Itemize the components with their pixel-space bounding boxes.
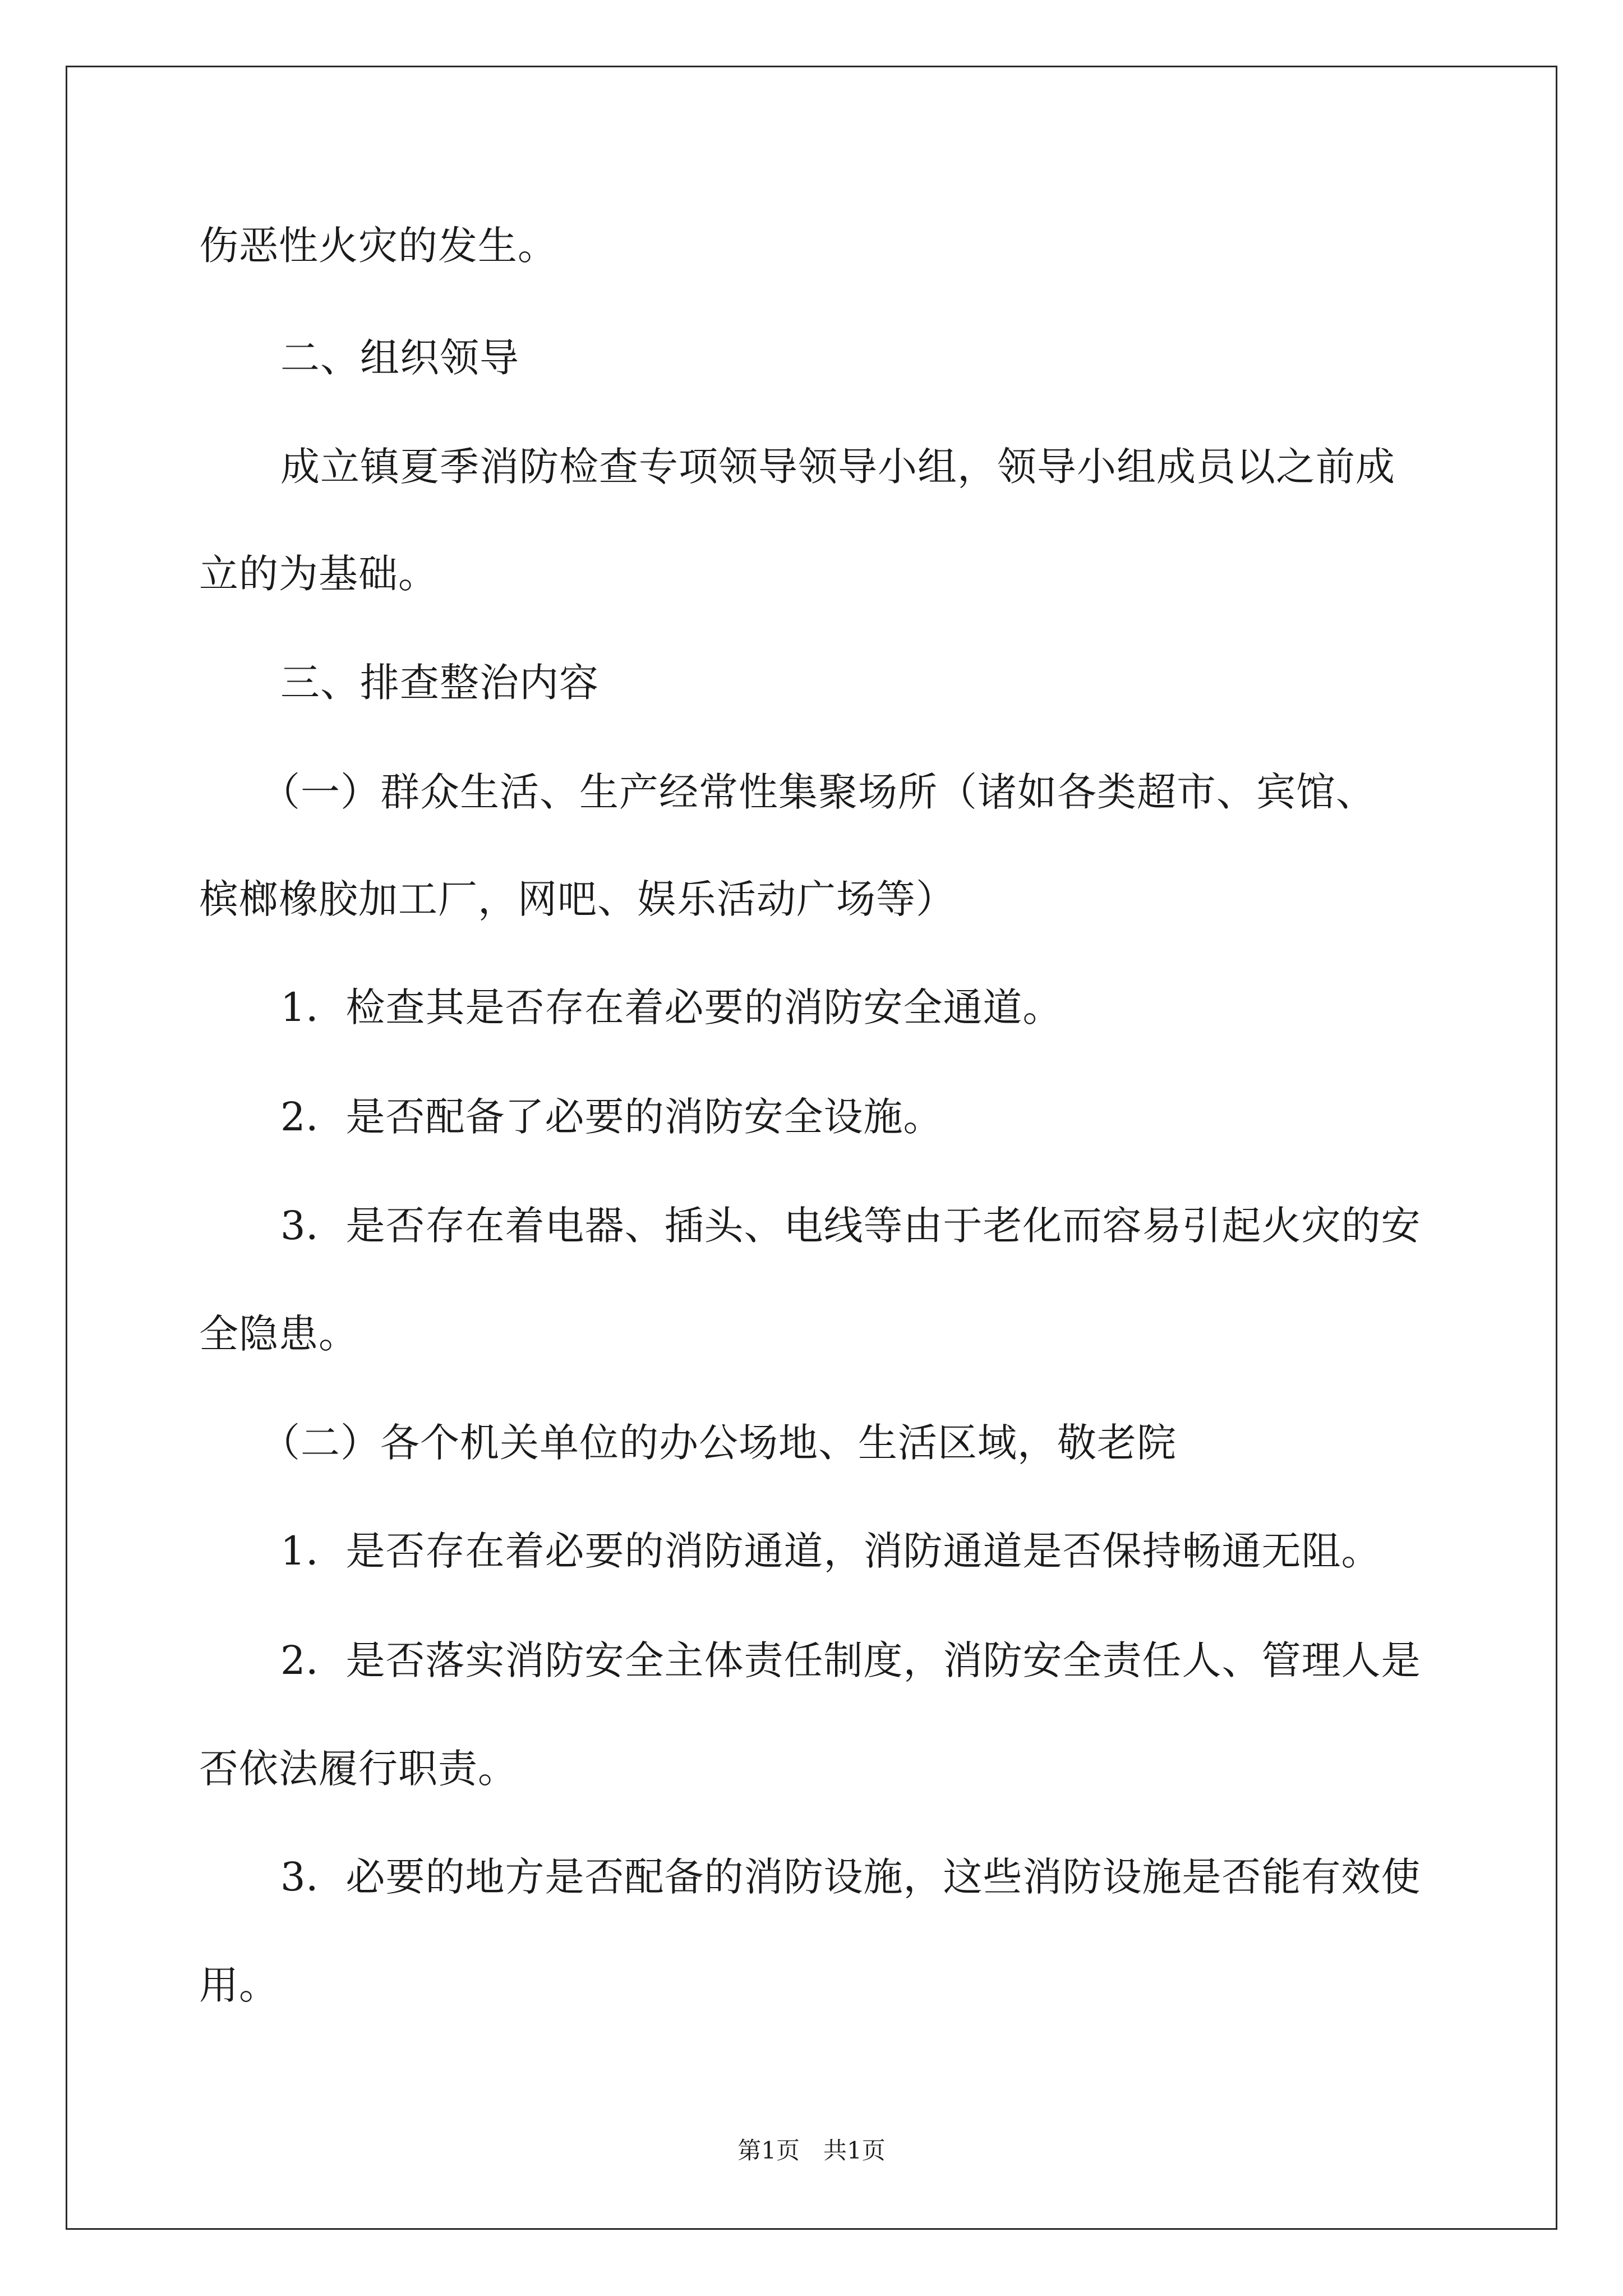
body-line-15: 否依法履行职责。 xyxy=(199,1746,518,1792)
list-item-2-2: 2．是否落实消防安全主体责任制度，消防安全责任人、管理人是 xyxy=(280,1637,1421,1683)
page-border xyxy=(66,66,1557,2230)
body-line-1: 伤恶性火灾的发生。 xyxy=(199,223,557,269)
body-line-11: 全隐患。 xyxy=(199,1311,358,1357)
subsection-heading-2: （二）各个机关单位的办公场地、生活区域，敬老院 xyxy=(261,1420,1177,1466)
list-item-1-3: 3．是否存在着电器、插头、电线等由于老化而容易引起火灾的安 xyxy=(280,1203,1421,1249)
list-item-1-1: 1．检查其是否存在着必要的消防安全通道。 xyxy=(280,984,1063,1030)
list-item-2-1: 1．是否存在着必要的消防通道，消防通道是否保持畅通无阻。 xyxy=(280,1528,1381,1574)
list-item-2-3: 3．必要的地方是否配备的消防设施，这些消防设施是否能有效使 xyxy=(280,1854,1421,1900)
body-line-17: 用。 xyxy=(199,1962,279,2008)
section-heading-2: 二、组织领导 xyxy=(280,335,519,381)
page-number-footer: 第1页 共1页 xyxy=(737,2137,886,2164)
section-heading-3: 三、排查整治内容 xyxy=(280,660,599,706)
body-line-7: 槟榔橡胶加工厂，网吧、娱乐活动广场等） xyxy=(199,876,956,922)
list-item-1-2: 2．是否配备了必要的消防安全设施。 xyxy=(280,1094,943,1140)
subsection-heading-1: （一）群众生活、生产经常性集聚场所（诸如各类超市、宾馆、 xyxy=(261,769,1376,815)
body-line-4: 立的为基础。 xyxy=(199,551,438,597)
body-line-3: 成立镇夏季消防检查专项领导领导小组，领导小组成员以之前成 xyxy=(280,444,1395,490)
